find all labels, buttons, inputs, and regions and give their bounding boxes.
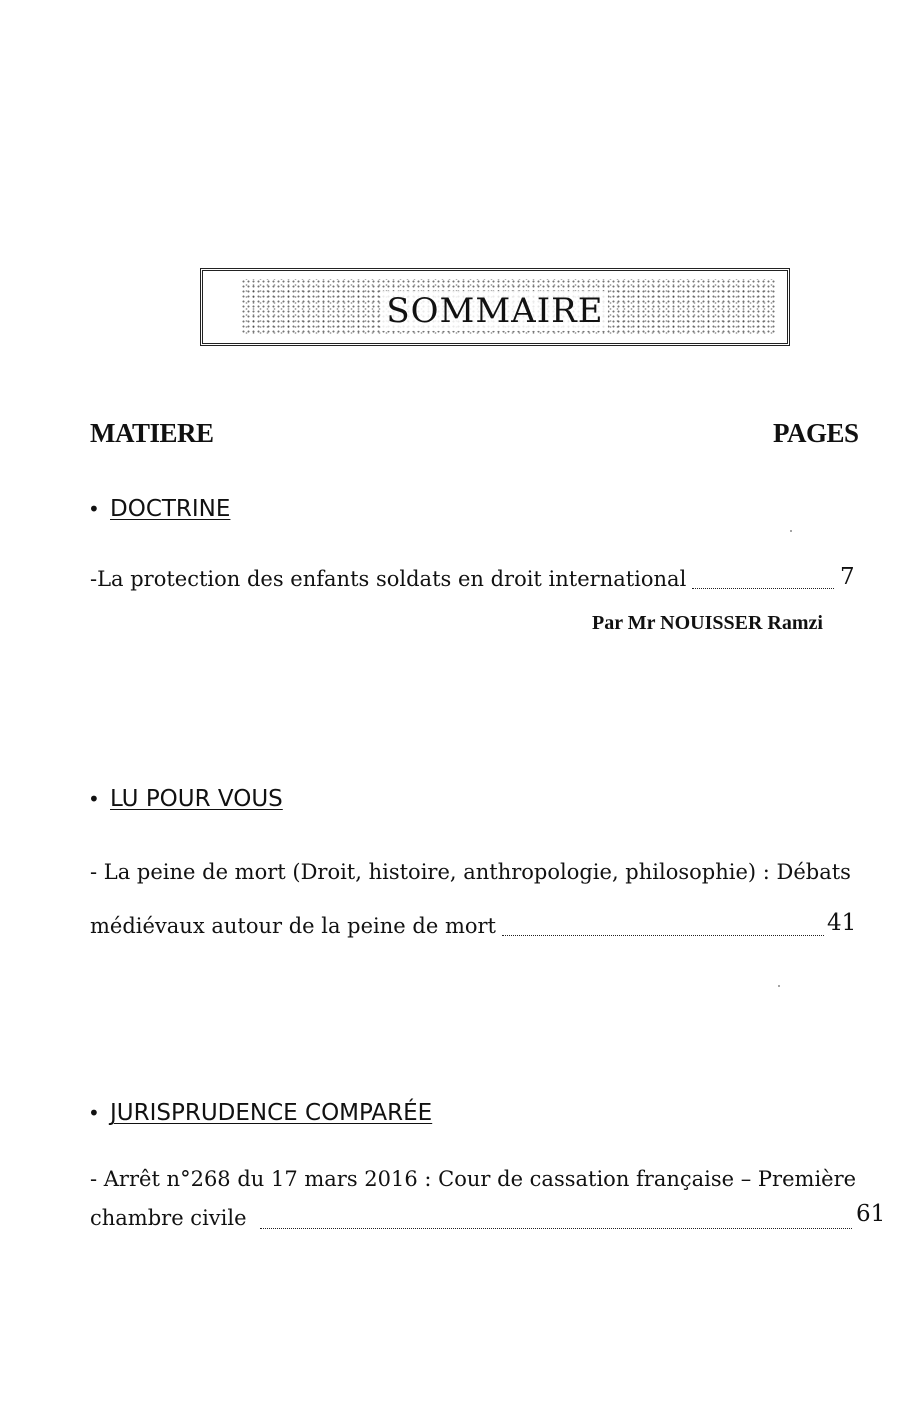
column-header-pages: PAGES <box>773 418 859 448</box>
entry-doctrine-1: -La protection des enfants soldats en droit international <box>90 567 687 591</box>
entry-lu-pour-vous-line1: - La peine de mort (Droit, histoire, anthropologie, philosophie) : Débats <box>90 860 851 884</box>
bullet-icon: • <box>88 497 100 521</box>
scan-speck <box>778 985 780 987</box>
entry-jurisprudence-line1: - Arrêt n°268 du 17 mars 2016 : Cour de cassation française – Première <box>90 1167 857 1191</box>
page-title <box>203 291 787 331</box>
section-heading-doctrine <box>88 496 230 522</box>
bullet-icon: • <box>88 787 100 811</box>
section-heading-lu-pour-vous <box>88 786 283 812</box>
section-heading-label: JURISPRUDENCE COMPARÉE <box>110 1100 433 1126</box>
section-heading-jurisprudence <box>88 1100 432 1126</box>
entry-jurisprudence-line2: chambre civile <box>90 1206 247 1230</box>
section-heading-label: DOCTRINE <box>110 496 231 522</box>
bullet-icon: • <box>88 1101 100 1125</box>
dot-leader <box>502 935 824 936</box>
page-number: 7 <box>840 564 855 590</box>
scan-speck <box>790 530 792 532</box>
page-number: 61 <box>856 1201 886 1227</box>
page-title-text: SOMMAIRE <box>382 291 607 331</box>
section-heading-label: LU POUR VOUS <box>110 786 283 812</box>
dot-leader <box>692 588 834 589</box>
dot-leader <box>260 1228 852 1229</box>
title-box <box>200 268 790 346</box>
author-line: Par Mr NOUISSER Ramzi <box>592 612 823 634</box>
column-header-matiere: MATIERE <box>90 418 214 448</box>
page-number: 41 <box>827 910 857 936</box>
entry-lu-pour-vous-line2: médiévaux autour de la peine de mort <box>90 914 496 938</box>
